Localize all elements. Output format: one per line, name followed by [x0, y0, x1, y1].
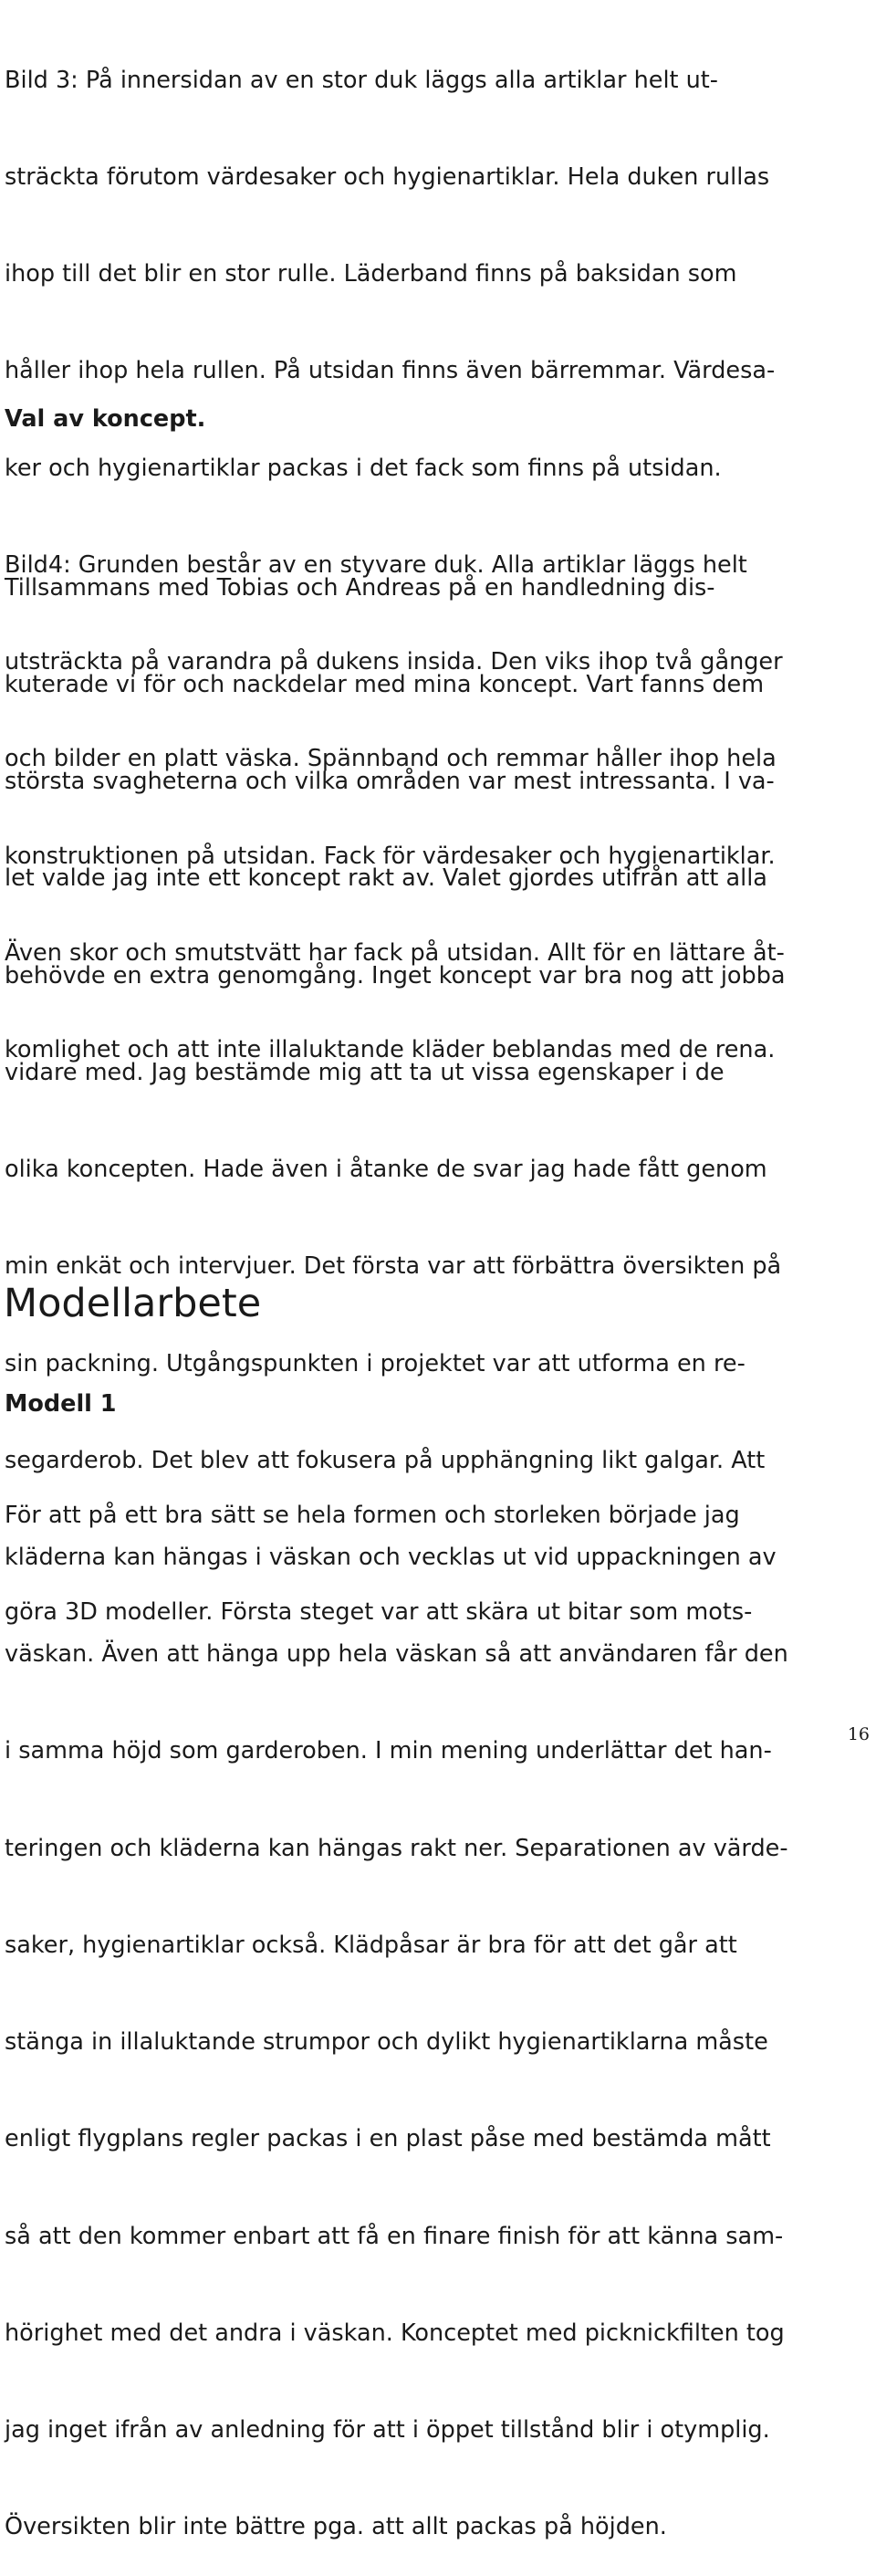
- text-line: så att den kommer enbart att få en finare finish för att känna sam-: [5, 2222, 784, 2250]
- section-heading-val-av-koncept: Val av koncept.: [5, 405, 206, 433]
- text-line: kläderna kan hängas i väskan och vecklas ut vid uppackningen av: [5, 1544, 777, 1571]
- text-line: enligt flygplans regler packas i en plast påse med bestämda mått: [5, 2125, 771, 2153]
- page-number: 16: [847, 1724, 870, 1744]
- text-line: och bilder en platt väska. Spännband och remmar håller ihop hela: [5, 745, 777, 773]
- text-line: teringen och kläderna kan hängas rakt ner. Separationen av värde-: [5, 1834, 788, 1862]
- text-line: sin packning. Utgångspunkten i projektet var att utforma en re-: [5, 1349, 746, 1377]
- text-line: komlighet och att inte illaluktande kläder beblandas med de rena.: [5, 1036, 776, 1063]
- text-line: Översikten blir inte bättre pga. att allt packas på höjden.: [5, 2513, 667, 2541]
- text-line: ihop till det blir en stor rulle. Läderband finns på baksidan som: [5, 260, 737, 288]
- text-line: konstruktionen på utsidan. Fack för värdesaker och hygienartiklar.: [5, 842, 776, 870]
- text-line: Även skor och smutstvätt har fack på utsidan. Allt för en lättare åt-: [5, 938, 785, 967]
- text-line: segarderob. Det blev att fokusera på upphängning likt galgar. Att: [5, 1446, 766, 1474]
- subheading-modell-1: Modell 1: [5, 1390, 117, 1418]
- text-line: behövde en extra genomgång. Inget koncept var bra nog att jobba: [5, 961, 786, 990]
- text-line: Bild4: Grunden består av en styvare duk. Alla artiklar läggs helt: [5, 550, 747, 579]
- text-line: vidare med. Jag bestämde mig att ta ut vissa egenskaper i de: [5, 1058, 725, 1086]
- text-line: i samma höjd som garderoben. I min mening underlättar det han-: [5, 1737, 772, 1765]
- text-line: största svagheterna och vilka områden var mest intressanta. I va-: [5, 768, 775, 796]
- text-line: olika koncepten. Hade även i åtanke de svar jag hade fått genom: [5, 1156, 767, 1184]
- text-line: hörighet med det andra i väskan. Konceptet med picknickfilten tog: [5, 2319, 785, 2347]
- text-line: Tillsammans med Tobias och Andreas på en handledning dis-: [5, 573, 715, 602]
- text-line: stänga in illaluktande strumpor och dylikt hygienartiklarna måste: [5, 2028, 768, 2057]
- text-line: kuterade vi för och nackdelar med mina koncept. Vart fanns dem: [5, 671, 765, 699]
- text-line: För att på ett bra sätt se hela formen och storleken började jag: [5, 1501, 740, 1529]
- text-line: sträckta förutom värdesaker och hygienartiklar. Hela duken rullas: [5, 163, 770, 192]
- text-line: jag inget ifrån av anledning för att i öppet tillstånd blir i otymplig.: [5, 2415, 770, 2444]
- modell-1-paragraph: [5, 1435, 752, 1661]
- text-line: utsträckta på varandra på dukens insida. Den viks ihop två gånger: [5, 648, 783, 676]
- text-line: göra 3D modeller. Första steget var att skära ut bitar som mots-: [5, 1598, 753, 1627]
- text-line: väskan. Även att hänga upp hela väskan så att användaren får den: [5, 1640, 788, 1669]
- text-line: håller ihop hela rullen. På utsidan finns även bärremmar. Värdesa-: [5, 357, 776, 385]
- section-heading-modellarbete: Modellarbete: [4, 1281, 262, 1326]
- text-line: saker, hygienartiklar också. Klädpåsar är bra för att det går att: [5, 1931, 737, 1959]
- text-line: ker och hygienartiklar packas i det fack som finns på utsidan.: [5, 454, 722, 482]
- text-line: let valde jag inte ett koncept rakt av. Valet gjordes utifrån att alla: [5, 864, 767, 893]
- text-line: min enkät och intervjuer. Det första var att förbättra översikten på: [5, 1252, 782, 1281]
- text-line: Bild 3: På innersidan av en stor duk läggs alla artiklar helt ut-: [5, 66, 719, 94]
